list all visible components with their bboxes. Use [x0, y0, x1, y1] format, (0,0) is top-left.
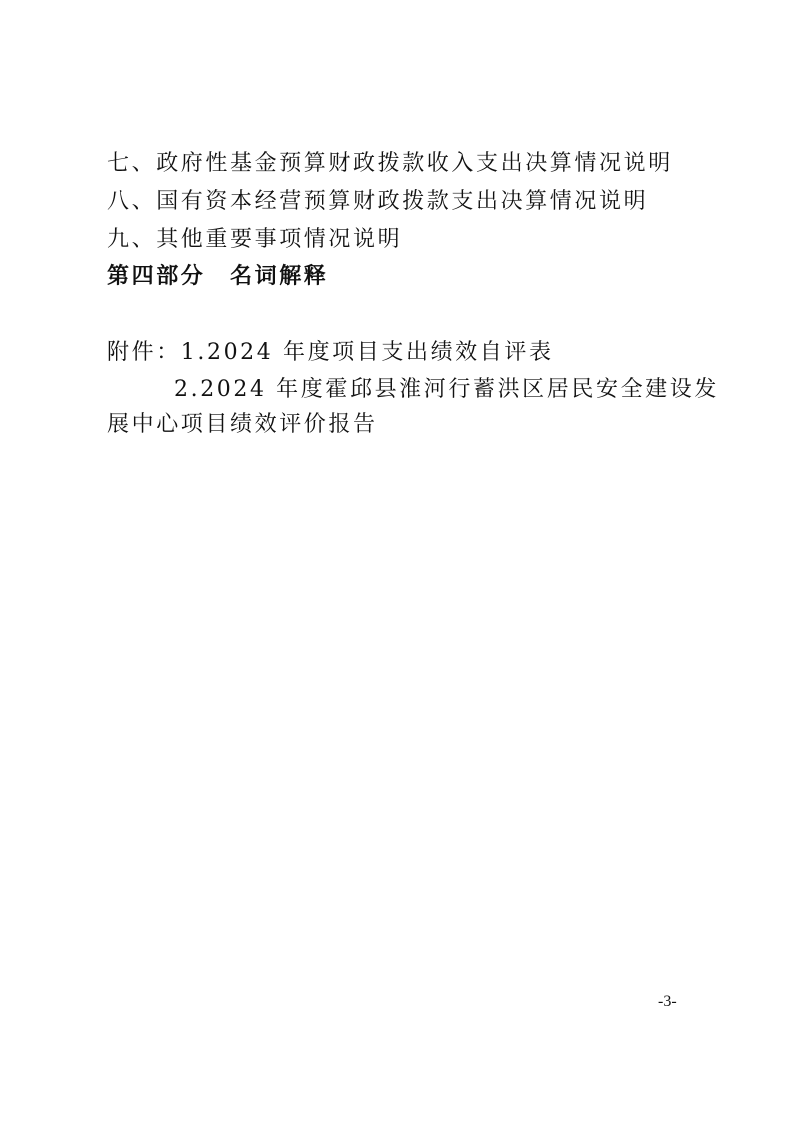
toc-item-8: 八、国有资本经营预算财政拨款支出决算情况说明 [107, 189, 649, 214]
attachment-line-1: 附件：1.2024 年度项目支出绩效自评表 [107, 340, 554, 365]
attachment-line-2: 2.2024 年度霍邱县淮河行蓄洪区居民安全建设发 [174, 377, 719, 402]
page-number: -3- [658, 993, 677, 1010]
attachment-line-3: 展中心项目绩效评价报告 [107, 412, 378, 437]
part4-heading: 第四部分 名词解释 [107, 264, 329, 289]
toc-item-7: 七、政府性基金预算财政拨款收入支出决算情况说明 [107, 151, 673, 176]
toc-item-9: 九、其他重要事项情况说明 [107, 227, 403, 252]
